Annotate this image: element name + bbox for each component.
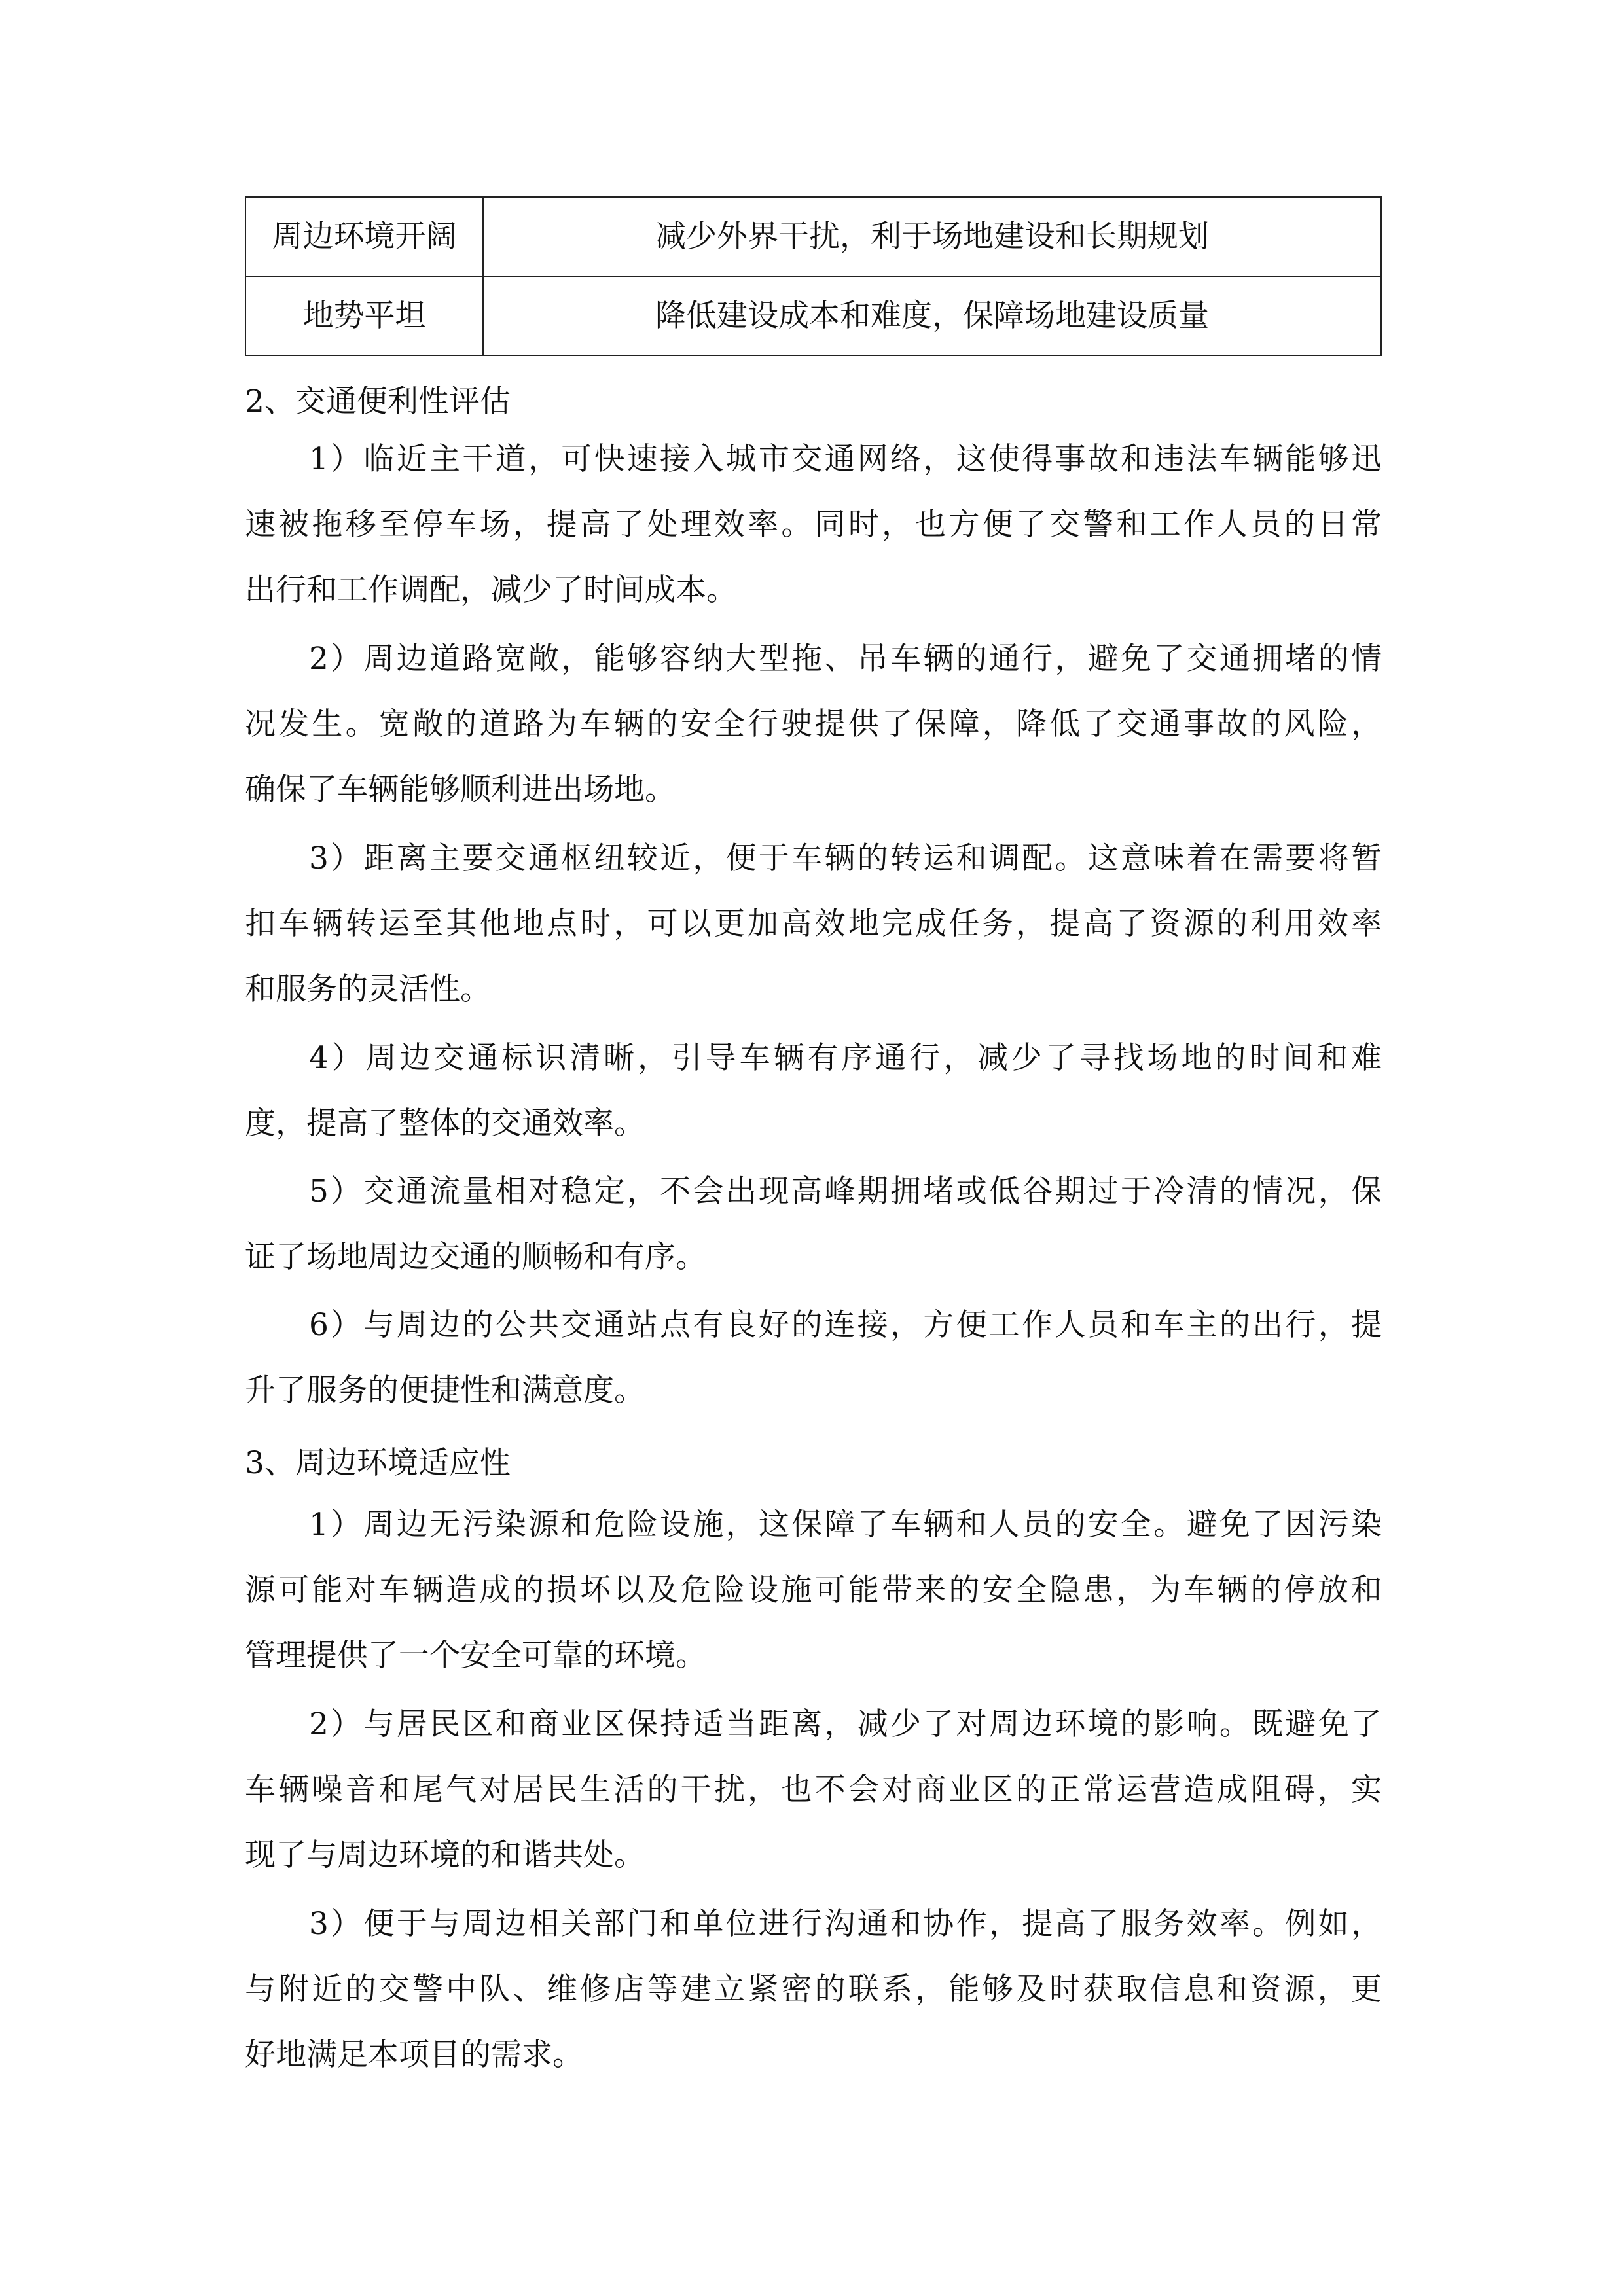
table-cell-feature: 周边环境开阔 [245,197,483,276]
section-heading-environment: 3、周边环境适应性 [245,1445,511,1481]
paragraph [245,1492,1382,1689]
paragraph [245,1692,1382,1888]
paragraph-line: 3）便于与周边相关部门和单位进行沟通和协作，提高了服务效率。例如， [309,1906,1382,1942]
paragraph [245,626,1382,823]
table-row [245,197,1381,276]
paragraph-line: 好地满足本项目的需求。 [245,2037,583,2073]
paragraph-line: 确保了车辆能够顺利进出场地。 [245,772,676,808]
paragraph [245,1293,1382,1424]
paragraph-line: 1）周边无污染源和危险设施，这保障了车辆和人员的安全。避免了因污染 [309,1507,1382,1543]
paragraph-line: 况发生。宽敞的道路为车辆的安全行驶提供了保障，降低了交通事故的风险， [245,706,1382,742]
paragraph-line: 管理提供了一个安全可靠的环境。 [245,1638,706,1674]
paragraph [245,826,1382,1022]
paragraph-line: 源可能对车辆造成的损坏以及危险设施可能带来的安全隐患，为车辆的停放和 [245,1572,1382,1608]
paragraph [245,1159,1382,1290]
paragraph-line: 与附近的交警中队、维修店等建立紧密的联系，能够及时获取信息和资源，更 [245,1971,1382,2007]
paragraph-line: 2）周边道路宽敞，能够容纳大型拖、吊车辆的通行，避免了交通拥堵的情 [309,641,1382,677]
section-heading-traffic: 2、交通便利性评估 [245,384,511,420]
paragraph-line: 和服务的灵活性。 [245,971,491,1007]
paragraph-line: 2）与居民区和商业区保持适当距离，减少了对周边环境的影响。既避免了 [309,1706,1382,1742]
paragraph-line: 证了场地周边交通的顺畅和有序。 [245,1239,706,1275]
table-cell-benefit: 降低建设成本和难度，保障场地建设质量 [483,276,1381,355]
paragraph-line: 3）距离主要交通枢纽较近，便于车辆的转运和调配。这意味着在需要将暂 [309,840,1382,876]
table-row [245,276,1381,355]
paragraph-line: 速被拖移至停车场，提高了处理效率。同时，也方便了交警和工作人员的日常 [245,507,1382,543]
paragraph-line: 1）临近主干道，可快速接入城市交通网络，这使得事故和违法车辆能够迅 [309,441,1382,477]
paragraph [245,1026,1382,1157]
site-feature-table [245,196,1382,356]
paragraph-line: 6）与周边的公共交通站点有良好的连接，方便工作人员和车主的出行，提 [309,1307,1382,1343]
paragraph-line: 4）周边交通标识清晰，引导车辆有序通行，减少了寻找场地的时间和难 [309,1040,1382,1076]
paragraph-line: 扣车辆转运至其他地点时，可以更加高效地完成任务，提高了资源的利用效率 [245,906,1382,942]
paragraph [245,1892,1382,2088]
paragraph-line: 出行和工作调配，减少了时间成本。 [245,572,737,608]
table-cell-feature: 地势平坦 [245,276,483,355]
paragraph-line: 现了与周边环境的和谐共处。 [245,1837,645,1873]
paragraph-line: 升了服务的便捷性和满意度。 [245,1372,645,1408]
paragraph-line: 车辆噪音和尾气对居民生活的干扰，也不会对商业区的正常运营造成阻碍，实 [245,1772,1382,1808]
paragraph [245,427,1382,623]
table-cell-benefit: 减少外界干扰，利于场地建设和长期规划 [483,197,1381,276]
paragraph-line: 度，提高了整体的交通效率。 [245,1105,645,1141]
paragraph-line: 5）交通流量相对稳定，不会出现高峰期拥堵或低谷期过于冷清的情况，保 [309,1174,1382,1210]
